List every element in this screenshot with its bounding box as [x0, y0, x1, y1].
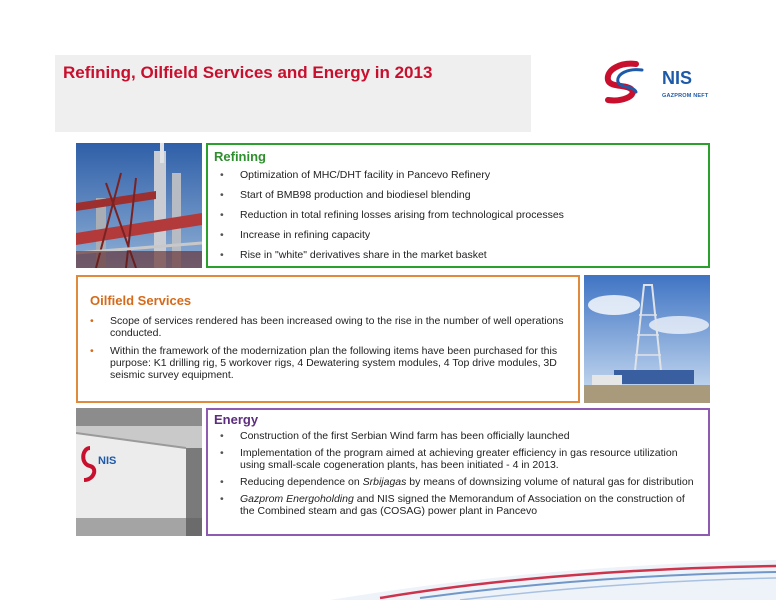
list-item — [214, 430, 702, 442]
refining-list — [214, 169, 702, 261]
list-item — [214, 493, 702, 517]
list-item — [214, 476, 702, 488]
list-item — [214, 189, 702, 201]
list-item-text: Within the framework of the modernization plan the following items have been purchased for this purpose: K1 drilling rig, 5 workover rigs, 4 Dewatering system modules, 4 Top drive modules, 3D seismic survey equipment. — [110, 345, 558, 381]
title-band — [55, 55, 531, 132]
bullet-icon: • — [220, 430, 224, 442]
bullet-icon: • — [90, 345, 94, 357]
list-item-text-post: by means of downsizing volume of natural gas for distribution — [406, 476, 694, 488]
list-item-text: Scope of services rendered has been increased owing to the rise in the number of well operations conducted. — [110, 315, 564, 339]
page-title: Refining, Oilfield Services and Energy in 2013 — [63, 63, 433, 82]
nis-logo — [598, 60, 716, 108]
list-item-text: Implementation of the program aimed at achieving greater efficiency in gas resource utilization using small-scale cogeneration plants, has been initiated - 4 in 2013. — [240, 447, 678, 471]
oilfield-services-box — [76, 275, 580, 403]
list-item — [214, 229, 702, 241]
bullet-icon: • — [220, 189, 224, 201]
list-item-text: Optimization of MHC/DHT facility in Pancevo Refinery — [240, 169, 491, 181]
bullet-icon: • — [90, 315, 94, 327]
list-item-text: Start of BMB98 production and biodiesel blending — [240, 189, 471, 201]
list-item-text-emphasis: Gazprom Energoholding — [240, 493, 354, 505]
cogeneration-plant-photo — [76, 408, 202, 536]
drilling-rig-photo — [584, 275, 710, 403]
energy-list — [214, 430, 702, 517]
list-item-text-emphasis: Srbijagas — [362, 476, 407, 488]
bullet-icon: • — [220, 493, 224, 505]
list-item-text: Reduction in total refining losses arising from technological processes — [240, 209, 564, 221]
list-item-text: Construction of the first Serbian Wind farm has been officially launched — [240, 430, 570, 442]
list-item-text-pre: Reducing dependence on — [240, 476, 363, 488]
bullet-icon: • — [220, 447, 224, 459]
list-item — [90, 315, 566, 339]
bullet-icon: • — [220, 169, 224, 181]
list-item — [214, 249, 702, 261]
energy-box — [206, 408, 710, 536]
refining-heading: Refining — [214, 149, 266, 164]
bullet-icon: • — [220, 249, 224, 261]
bullet-icon: • — [220, 229, 224, 241]
bullet-icon: • — [220, 476, 224, 488]
list-item — [214, 209, 702, 221]
svg-text:NIS: NIS — [98, 455, 117, 467]
nis-logo-mark-icon — [598, 60, 658, 108]
list-item-text-post: and NIS signed the Memorandum of Association on the construction of the Combined steam and gas (COSAG) power plant in Pancevo — [240, 493, 685, 517]
list-item-text: Increase in refining capacity — [240, 229, 371, 241]
logo-wordmark: NIS — [662, 68, 693, 88]
bullet-icon: • — [220, 209, 224, 221]
list-item — [214, 447, 702, 471]
energy-heading: Energy — [214, 412, 259, 427]
decorative-swoosh — [0, 520, 776, 600]
oilfield-list — [90, 315, 566, 381]
refining-box — [206, 143, 710, 268]
list-item — [90, 345, 566, 381]
list-item — [214, 169, 702, 181]
oilfield-heading: Oilfield Services — [90, 293, 192, 308]
logo-subtitle: GAZPROM NEFT — [662, 93, 709, 99]
refinery-photo — [76, 143, 202, 268]
list-item-text: Rise in "white" derivatives share in the market basket — [240, 249, 487, 261]
